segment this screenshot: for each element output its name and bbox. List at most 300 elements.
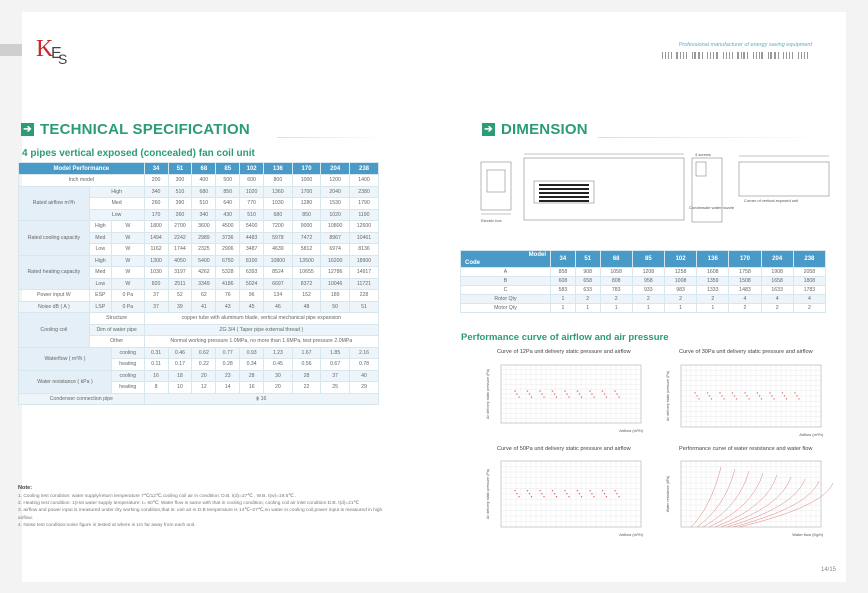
curve-point (518, 496, 519, 497)
table-cell: 2700 (168, 221, 192, 233)
model-col: 238 (349, 163, 378, 175)
table-cell: 2242 (168, 232, 192, 244)
table-cell: 4483 (240, 232, 264, 244)
sub-label: 0 Pa (111, 290, 144, 302)
table-cell: 1 (632, 304, 664, 313)
row-label: Condenser connection pipe (19, 393, 145, 405)
table-cell: 43 (216, 301, 240, 313)
table-cell: 41 (192, 301, 216, 313)
table-cell: 12 (192, 382, 216, 394)
curve-point (707, 392, 708, 393)
table-row (19, 186, 379, 198)
table-cell: 51 (349, 301, 378, 313)
row-label: Noise dB ( A ) (19, 301, 90, 313)
page-number: 14/15 (820, 567, 836, 573)
svg-text:E: E (51, 45, 62, 62)
table-cell: 1483 (729, 286, 761, 295)
model-col: 204 (761, 251, 793, 268)
curve-point (736, 398, 737, 399)
curve-point (734, 395, 735, 396)
table-row (19, 313, 379, 325)
tech-subtitle: 4 pipes vertical exposed (concealed) fan coil unit (22, 148, 255, 159)
table-cell: 4262 (192, 267, 216, 279)
barcode-bar (692, 52, 693, 59)
curve-point (784, 395, 785, 396)
table-cell: 152 (292, 290, 321, 302)
table-cell: 3349 (192, 278, 216, 290)
curve-point (579, 493, 580, 494)
barcode-bar (729, 52, 730, 59)
note-line: 4. Noise test condition:noise figure is tested at where is 1m far away from each unit. (18, 523, 196, 529)
table-cell: 260 (168, 209, 192, 221)
curve-point (541, 393, 542, 394)
table-cell: 1020 (240, 186, 264, 198)
table-cell: 340 (144, 186, 168, 198)
model-col: 102 (664, 251, 696, 268)
table-cell: 1058 (600, 268, 632, 277)
y-axis-label: Water resistance (kPa) (666, 475, 670, 513)
curve-point (531, 396, 532, 397)
side-tab (0, 44, 22, 56)
table-cell: 20 (264, 382, 293, 394)
table-row (461, 304, 826, 313)
curve-point (719, 392, 720, 393)
table-cell: 1744 (168, 244, 192, 256)
sub-label: heating (111, 359, 144, 371)
divider (277, 137, 387, 138)
table-cell: 1030 (264, 198, 293, 210)
table-cell: 510 (240, 209, 264, 221)
model-col: 136 (697, 251, 729, 268)
y-axis-label: Air delivery static pressure (Pa) (666, 371, 670, 421)
drawing-label: 4 screws (695, 152, 711, 157)
curve-point (593, 496, 594, 497)
barcode-bar (768, 52, 769, 59)
y-axis-label: Air delivery static pressure (Pa) (486, 369, 490, 419)
x-axis-label: Water flow (Kg/h) (792, 532, 823, 537)
table-cell: 2 (664, 295, 696, 304)
table-cell: 40 (349, 370, 378, 382)
table-cell: 200 (144, 175, 168, 187)
speed-label: High (89, 186, 144, 198)
table-cell: 4050 (168, 255, 192, 267)
barcode-bar (732, 52, 733, 59)
table-cell: 608 (551, 277, 576, 286)
model-col: 170 (729, 251, 761, 268)
curve-point (748, 398, 749, 399)
table-cell: 1008 (664, 277, 696, 286)
table-cell: 820 (144, 278, 168, 290)
table-cell: 0.22 (192, 359, 216, 371)
curve-point (618, 396, 619, 397)
table-row (461, 277, 826, 286)
curve-point (566, 393, 567, 394)
table-cell: 46 (264, 301, 293, 313)
barcode-bar (783, 52, 784, 59)
table-cell: 10800 (321, 221, 350, 233)
table-cell: 1508 (729, 277, 761, 286)
curve-point (782, 392, 783, 393)
table-cell: 2 (761, 304, 793, 313)
barcode-bar (698, 52, 700, 59)
brand-logo (34, 28, 74, 68)
table-cell: 783 (600, 286, 632, 295)
table-cell: 1030 (144, 267, 168, 279)
curve-point (552, 390, 553, 391)
speed-label: High (89, 255, 111, 267)
curve-point (721, 395, 722, 396)
table-cell: 0.78 (349, 359, 378, 371)
table-cell: 340 (192, 209, 216, 221)
table-row (19, 175, 379, 187)
table-cell: 400 (192, 175, 216, 187)
code-label: B (461, 277, 551, 286)
table-cell: 3736 (216, 232, 240, 244)
curve-point (794, 392, 795, 393)
barcode-bar (786, 52, 787, 59)
table-cell: 10655 (292, 267, 321, 279)
curve-point (786, 398, 787, 399)
sub-label: Dim of water pipe (89, 324, 144, 336)
spec-table (18, 162, 379, 405)
table-cell: 1808 (793, 277, 825, 286)
model-col: 51 (575, 251, 600, 268)
tagline: Professional manufacturer of energy saving equipment (678, 42, 812, 48)
table-cell: 8100 (240, 255, 264, 267)
curve-point (591, 493, 592, 494)
table-cell: 12786 (321, 267, 350, 279)
table-cell: 1608 (697, 268, 729, 277)
table-row (19, 370, 379, 382)
curve-point (723, 398, 724, 399)
table-cell: 5400 (192, 255, 216, 267)
table-cell: 2 (600, 295, 632, 304)
table-cell: 23 (216, 370, 240, 382)
table-cell: 1280 (292, 198, 321, 210)
table-cell: 1908 (761, 268, 793, 277)
table-cell: 1 (697, 304, 729, 313)
table-cell: 45 (240, 301, 264, 313)
curve-point (514, 490, 515, 491)
table-cell: 0.67 (321, 359, 350, 371)
table-cell: 0.34 (240, 359, 264, 371)
curve-point (593, 396, 594, 397)
dimension-heading (482, 121, 588, 138)
table-cell: 10800 (264, 255, 293, 267)
curve-point (531, 496, 532, 497)
table-cell: 4 (793, 295, 825, 304)
tech-spec-title: TECHNICAL SPECIFICATION (40, 121, 250, 138)
code-label: A (461, 268, 551, 277)
table-cell: 1 (551, 295, 576, 304)
table-cell: 8372 (292, 278, 321, 290)
speed-label: High (89, 221, 111, 233)
table-cell: 39 (168, 301, 192, 313)
sub-label: ESP (89, 290, 111, 302)
curve-point (759, 395, 760, 396)
table-cell: 13500 (292, 255, 321, 267)
table-cell: 640 (216, 198, 240, 210)
barcode-bar (707, 52, 708, 59)
curve-point (618, 496, 619, 497)
model-col: 102 (240, 163, 264, 175)
row-group-label: Rated heating capacity (19, 255, 90, 290)
speed-label: Med (89, 267, 111, 279)
table-cell: 1 (551, 304, 576, 313)
table-cell: 1494 (144, 232, 168, 244)
barcode-bar (743, 52, 745, 59)
curve-point (604, 393, 605, 394)
table-cell: 300 (168, 175, 192, 187)
barcode-bar (671, 52, 672, 59)
table-cell: 28 (240, 370, 264, 382)
barcode-bar (723, 52, 724, 59)
speed-label: Med (89, 198, 144, 210)
table-cell: 18900 (349, 255, 378, 267)
barcode-bar (756, 52, 757, 59)
svg-text:S: S (58, 51, 68, 67)
curve-point (796, 395, 797, 396)
table-row (19, 255, 379, 267)
code-label: C (461, 286, 551, 295)
curve-point (614, 490, 615, 491)
unit-label: W (111, 221, 144, 233)
table-cell: 10 (168, 382, 192, 394)
table-cell: 76 (216, 290, 240, 302)
curve-point (564, 390, 565, 391)
table-cell: 8136 (349, 244, 378, 256)
divider (598, 137, 828, 138)
table-cell: 510 (168, 186, 192, 198)
drawing-label: Corner of vertical exposed unit (744, 198, 799, 203)
table-cell: 680 (264, 209, 293, 221)
barcode-bar (801, 52, 802, 59)
table-cell: 28 (292, 370, 321, 382)
barcode-bar (710, 52, 711, 59)
table-cell: 62 (192, 290, 216, 302)
barcode-bar (694, 52, 695, 59)
table-cell: 18 (168, 370, 192, 382)
speed-label: Med (89, 232, 111, 244)
table-cell: 37 (144, 290, 168, 302)
unit-label: W (111, 267, 144, 279)
table-cell: 1530 (321, 198, 350, 210)
table-cell: 1658 (761, 277, 793, 286)
table-cell: 2 (729, 304, 761, 313)
table-cell: 8967 (321, 232, 350, 244)
notes-title: Note: (18, 485, 33, 491)
table-cell: 3600 (192, 221, 216, 233)
table-cell: 0.56 (292, 359, 321, 371)
curve-point (746, 395, 747, 396)
chart-title: Performance curve of water resistance and water flow (679, 446, 813, 452)
curve-point (732, 392, 733, 393)
curve-point (589, 490, 590, 491)
curve-point (694, 392, 695, 393)
table-cell: 0.93 (240, 347, 264, 359)
table-row (19, 301, 379, 313)
table-cell: 430 (216, 209, 240, 221)
curve-point (757, 392, 758, 393)
arrow-right-icon: ➔ (21, 123, 34, 136)
row-label: Inch model (19, 175, 145, 187)
table-cell: 1258 (664, 268, 696, 277)
table-cell: 8524 (264, 267, 293, 279)
table-cell: 1162 (144, 244, 168, 256)
barcode-bar (778, 52, 779, 59)
model-col: 85 (216, 163, 240, 175)
spec-text: ZG 3/4 ( Taper pipe external thread ) (144, 324, 378, 336)
table-cell: 0.45 (264, 359, 293, 371)
table-cell: 134 (264, 290, 293, 302)
table-row (461, 286, 826, 295)
table-cell: 4 (761, 295, 793, 304)
table-cell: 11721 (349, 278, 378, 290)
barcode-bar (726, 52, 727, 59)
curve-point (589, 390, 590, 391)
x-axis-label: Airflow (m³/h) (799, 432, 823, 437)
drawing-label: Electric box (481, 218, 502, 223)
code-model-header (461, 251, 551, 268)
performance-chart (663, 357, 843, 441)
table-cell: 0.77 (216, 347, 240, 359)
curve-point (556, 396, 557, 397)
curve-point (527, 390, 528, 391)
table-cell: 1208 (632, 268, 664, 277)
x-axis-label: Airflow (m³/h) (619, 428, 643, 433)
curve-point (698, 398, 699, 399)
model-col: 34 (144, 163, 168, 175)
curve-point (769, 392, 770, 393)
notes (18, 484, 388, 530)
code-label: Motor Qty (461, 304, 551, 313)
table-cell: 1.85 (321, 347, 350, 359)
table-cell: 680 (192, 186, 216, 198)
performance-chart (663, 453, 843, 541)
table-cell: 29 (349, 382, 378, 394)
table-cell: 858 (551, 268, 576, 277)
curve-point (591, 393, 592, 394)
note-line: 3. airflow and power input is measured under dry working condition,that is: unit air in D.B temperature is 14℃~27℃,no water in cooling coil,power input is measured in high airflow. (18, 508, 383, 521)
table-cell: 2511 (168, 278, 192, 290)
curve-point (556, 496, 557, 497)
table-cell: 20 (192, 370, 216, 382)
row-label: Power input W (19, 290, 90, 302)
unit-label: W (111, 232, 144, 244)
table-cell: 16 (144, 370, 168, 382)
table-cell: 2906 (216, 244, 240, 256)
model-col: 204 (321, 163, 350, 175)
unit-label: W (111, 278, 144, 290)
table-cell: 1 (600, 304, 632, 313)
table-cell: 50 (321, 301, 350, 313)
curve-point (581, 396, 582, 397)
table-cell: 1190 (349, 209, 378, 221)
table-cell: 933 (632, 286, 664, 295)
barcode-bar (774, 52, 775, 59)
table-cell: 260 (144, 198, 168, 210)
curve-point (516, 393, 517, 394)
table-cell: 37 (144, 301, 168, 313)
table-cell: 850 (216, 186, 240, 198)
curve-point (581, 496, 582, 497)
curve-point (577, 390, 578, 391)
table-cell: 1200 (321, 175, 350, 187)
barcode-bar (770, 52, 772, 59)
model-col: 85 (632, 251, 664, 268)
barcode-bar (753, 52, 754, 59)
sub-label: cooling (111, 370, 144, 382)
speed-label: Low (89, 244, 111, 256)
curve-point (518, 396, 519, 397)
table-cell: 10046 (321, 278, 350, 290)
curve-point (761, 398, 762, 399)
table-cell: 52 (168, 290, 192, 302)
table-cell: 8 (144, 382, 168, 394)
spec-text: copper tube with aluminum blade, vertical mechanical pipe expansion (144, 313, 378, 325)
sub-label: Structure (89, 313, 144, 325)
table-cell: 908 (575, 268, 600, 277)
curve-point (771, 395, 772, 396)
table-cell: 390 (168, 198, 192, 210)
curve-point (602, 490, 603, 491)
table-cell: 5400 (240, 221, 264, 233)
table-cell: 983 (664, 286, 696, 295)
sub-label: LSP (89, 301, 111, 313)
table-row (19, 393, 379, 405)
table-row (461, 295, 826, 304)
table-cell: 1360 (264, 186, 293, 198)
curve-point (539, 490, 540, 491)
table-cell: 2 (793, 304, 825, 313)
model-col: 68 (600, 251, 632, 268)
table-cell: 228 (349, 290, 378, 302)
table-cell: 1359 (697, 277, 729, 286)
table-cell: 14 (216, 382, 240, 394)
barcode-bar (798, 52, 800, 59)
svg-text:K: K (36, 36, 54, 62)
curve-point (696, 395, 697, 396)
table-cell: 16200 (321, 255, 350, 267)
curve-point (579, 393, 580, 394)
table-cell: 510 (192, 198, 216, 210)
table-cell: 850 (292, 209, 321, 221)
curve-point (604, 493, 605, 494)
barcode-bar (747, 52, 748, 59)
arrow-right-icon: ➔ (482, 123, 495, 136)
table-row (19, 290, 379, 302)
barcode-bar (668, 52, 669, 59)
barcode-bar (683, 52, 684, 59)
table-cell: 14917 (349, 267, 378, 279)
table-cell: 5978 (264, 232, 293, 244)
curve-point (529, 493, 530, 494)
model-col: 136 (264, 163, 293, 175)
curve-point (744, 392, 745, 393)
table-cell: 170 (144, 209, 168, 221)
table-cell: 189 (321, 290, 350, 302)
table-cell: 1790 (349, 198, 378, 210)
curve-point (616, 393, 617, 394)
row-group-label: Waterflow ( m³/h ) (19, 347, 112, 370)
spec-text: ϕ 16 (144, 393, 378, 405)
x-axis-label: Airflow (m³/h) (619, 532, 643, 537)
curve-point (711, 398, 712, 399)
curve-point (514, 390, 515, 391)
table-cell: 0.31 (144, 347, 168, 359)
curve-point (554, 493, 555, 494)
table-cell: 10461 (349, 232, 378, 244)
